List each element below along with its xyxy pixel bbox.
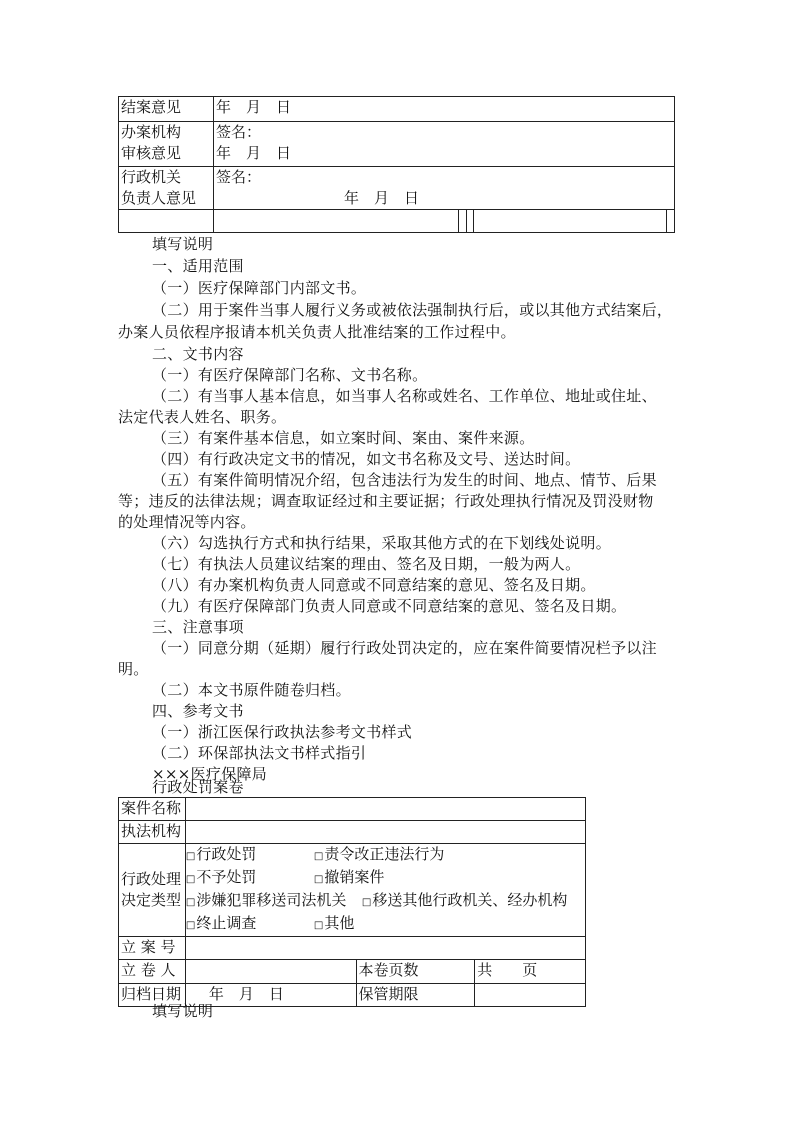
checkbox-option[interactable]: □ 移送其他行政机关、经办机构 (362, 890, 567, 913)
page-count-label: 本卷页数 (356, 960, 475, 984)
empty-cell (666, 210, 674, 233)
retention-label: 保管期限 (356, 984, 475, 1007)
instruction-item: （一）同意分期（延期）履行行政处罚决定的，应在案件简要情况栏予以注 (152, 639, 657, 657)
date-field: 年 月 日 (215, 144, 291, 162)
creator-field[interactable] (185, 960, 356, 984)
signature-label: 签名： (215, 168, 261, 186)
instruction-item: （六）勾选执行方式和执行结果，采取其他方式的在下划线处说明。 (152, 534, 612, 552)
signature-label: 签名： (215, 123, 261, 141)
decision-type-options (185, 844, 585, 937)
instruction-item: （二）用于案件当事人履行义务或被依法强制执行后，或以其他方式结案后， (152, 301, 673, 319)
checkbox-option[interactable]: □ 不予处罚 (186, 867, 314, 890)
case-number-label: 立 案 号 (119, 937, 186, 960)
section-heading: 四、参考文书 (152, 702, 244, 720)
closing-opinion-label: 结案意见 (119, 97, 214, 122)
case-name-label: 案件名称 (119, 798, 186, 821)
agency-head-label (119, 167, 214, 210)
label-line: 审核意见 (121, 144, 182, 162)
closing-opinion-table (118, 96, 675, 233)
option-row (186, 913, 585, 936)
section-heading: 二、文书内容 (152, 345, 244, 363)
instruction-item: （二）本文书原件随卷归档。 (152, 681, 351, 699)
date-field: 年 月 日 (343, 189, 419, 207)
empty-cell (119, 210, 214, 233)
case-name-field[interactable] (185, 798, 585, 821)
checkbox-option[interactable]: □ 终止调查 (186, 913, 314, 936)
instruction-item: （一）有医疗保障部门名称、文书名称。 (152, 366, 428, 384)
instruction-item: （四）有行政决定文书的情况，如文书名称及文号、送达时间。 (152, 450, 581, 468)
instruction-item: （一）浙江医保行政执法参考文书样式 (152, 723, 413, 741)
instruction-item: （二）环保部执法文书样式指引 (152, 744, 367, 762)
file-title: 行政处罚案卷 (152, 778, 244, 796)
checkbox-option[interactable]: □ 撤销案件 (314, 867, 384, 890)
archive-date-field[interactable]: 年 月 日 (185, 984, 356, 1007)
instruction-item: 办案人员依程序报请本机关负责人批准结案的工作过程中。 (118, 323, 516, 341)
instruction-item: 法定代表人姓名、职务。 (118, 408, 287, 426)
dept-review-label (119, 122, 214, 167)
case-file-table (118, 797, 586, 1007)
page-count-field[interactable]: 共 页 (475, 960, 586, 984)
label-line: 行政机关 (121, 168, 182, 186)
retention-field[interactable] (475, 984, 586, 1007)
empty-cell (459, 210, 467, 233)
closing-opinion-date[interactable]: 年 月 日 (213, 97, 674, 122)
case-number-field[interactable] (185, 937, 585, 960)
instruction-item: （五）有案件简明情况介绍，包含违法行为发生的时间、地点、情节、后果 (152, 471, 657, 489)
decision-type-label (119, 844, 186, 937)
empty-cell (213, 210, 458, 233)
checkbox-option[interactable]: □ 责令改正违法行为 (314, 844, 444, 867)
checkbox-option[interactable]: □ 其他 (314, 913, 354, 936)
archive-date-label: 归档日期 (119, 984, 186, 1007)
section-heading: 一、适用范围 (152, 257, 244, 275)
label-line: 决定类型 (121, 891, 182, 909)
empty-cell (467, 210, 474, 233)
checkbox-option[interactable]: □ 涉嫌犯罪移送司法机关 (186, 890, 362, 913)
label-line: 负责人意见 (121, 189, 197, 207)
agency-label: 执法机构 (119, 821, 186, 844)
instruction-item: 明。 (118, 660, 149, 678)
empty-cell (474, 210, 667, 233)
section-heading: 三、注意事项 (152, 618, 244, 636)
checkbox-option[interactable]: □ 行政处罚 (186, 844, 314, 867)
instruction-item: （一）医疗保障部门内部文书。 (152, 279, 367, 297)
instruction-item: 的处理情况等内容。 (118, 513, 256, 531)
instruction-item: （三）有案件基本信息，如立案时间、案由、案件来源。 (152, 429, 535, 447)
option-row (186, 890, 585, 913)
label-line: 行政处理 (121, 870, 182, 888)
label-line: 办案机构 (121, 123, 182, 141)
agency-head-field[interactable] (213, 167, 674, 210)
option-row (186, 867, 585, 890)
instruction-item: （九）有医疗保障部门负责人同意或不同意结案的意见、签名及日期。 (152, 597, 627, 615)
agency-name: ×××医疗保障局 (152, 765, 268, 783)
instruction-item: （七）有执法人员建议结案的理由、签名及日期，一般为两人。 (152, 555, 581, 573)
instructions-title: 填写说明 (152, 1002, 214, 1020)
instruction-item: 等；违反的法律法规；调查取证经过和主要证据；行政处理执行情况及罚没财物 (118, 492, 654, 510)
dept-review-field[interactable] (213, 122, 674, 167)
instructions-title: 填写说明 (152, 235, 214, 253)
creator-label: 立 卷 人 (119, 960, 186, 984)
instruction-item: （八）有办案机构负责人同意或不同意结案的意见、签名及日期。 (152, 576, 596, 594)
instruction-item: （二）有当事人基本信息，如当事人名称或姓名、工作单位、地址或住址、 (152, 387, 657, 405)
option-row (186, 844, 585, 867)
agency-field[interactable] (185, 821, 585, 844)
